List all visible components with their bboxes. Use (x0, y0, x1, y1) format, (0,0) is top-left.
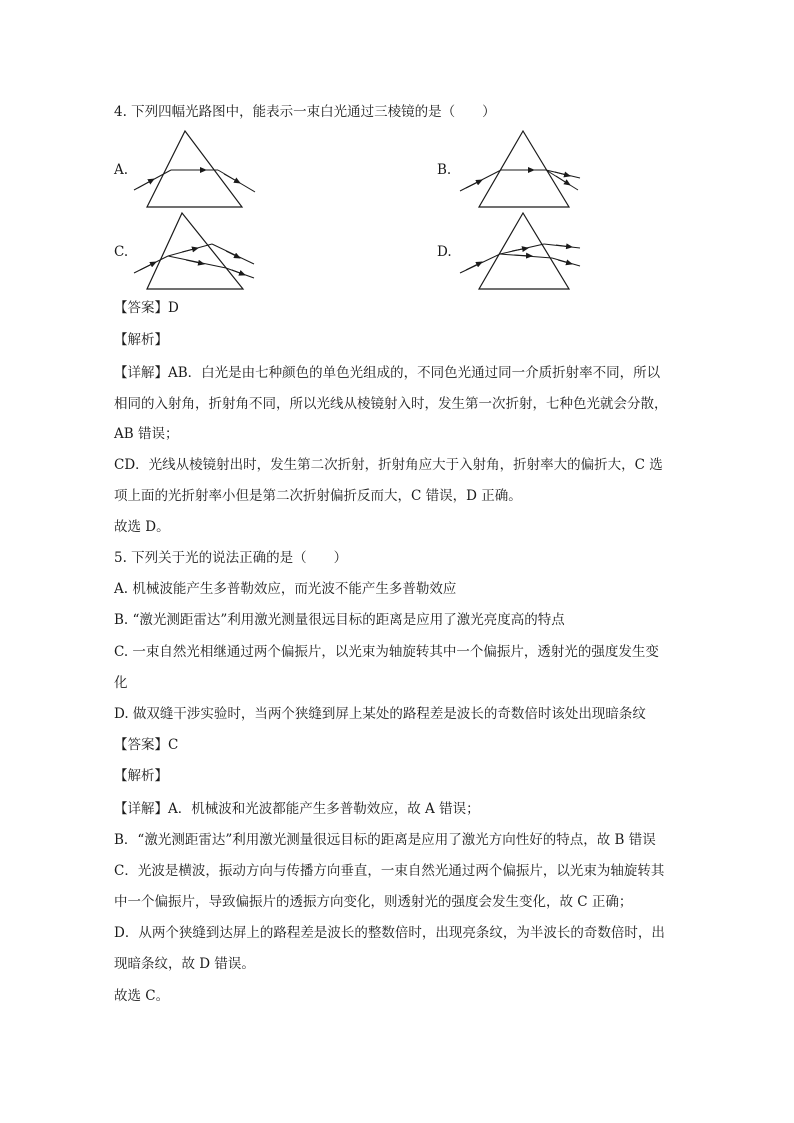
option-d-label: D. (437, 244, 452, 260)
q5-option-d: D. 做双缝干涉实验时，当两个狭缝到屏上某处的路程差是波长的奇数倍时该处出现暗条纹 (114, 706, 646, 722)
prism-diagram-d (452, 210, 587, 292)
q5-detail-line-2: B．“激光测距雷达”利用激光测量很远目标的距离是应用了激光方向性好的特点，故 B 错误 (114, 832, 656, 848)
q5-detail-line-5: D．从两个狭缝到达屏上的路程差是波长的整数倍时，出现亮条纹，为半波长的奇数倍时，出 (114, 925, 665, 941)
option-a-label: A. (114, 162, 129, 178)
q5-detail-line-6: 现暗条纹，故 D 错误。 (114, 956, 255, 972)
q5-detail-line-1: 【详解】A．机械波和光波都能产生多普勒效应，故 A 错误； (114, 801, 480, 817)
q4-detail-line-2: 相同的入射角，折射角不同，所以光线从棱镜射入时，发生第一次折射，七种色光就会分散， (114, 396, 668, 412)
q5-option-a: A. 机械波能产生多普勒效应，而光波不能产生多普勒效应 (114, 581, 457, 597)
question-5-stem: 5. 下列关于光的说法正确的是（ ） (114, 550, 348, 566)
q5-detail-line-3: C．光波是横波，振动方向与传播方向垂直，一束自然光通过两个偏振片，以光束为轴旋转其 (114, 863, 665, 879)
prism-diagram-a (128, 128, 263, 210)
q5-option-b: B. “激光测距雷达”利用激光测量很远目标的距离是应用了激光亮度高的特点 (114, 612, 565, 628)
q4-analysis-heading: 【解析】 (114, 332, 168, 348)
q5-detail-line-4: 中一个偏振片，导致偏振片的透振方向变化，则透射光的强度会发生变化，故 C 正确； (114, 894, 633, 910)
q5-answer: 【答案】C (114, 737, 179, 753)
option-b-label: B. (437, 162, 452, 178)
q5-conclusion: 故选 C。 (114, 988, 170, 1004)
q4-detail-line-3: AB 错误； (114, 426, 179, 442)
q4-conclusion: 故选 D。 (114, 519, 170, 535)
prism-diagram-b (452, 128, 587, 210)
prism-diagram-c (128, 210, 263, 292)
q4-answer: 【答案】D (114, 300, 179, 316)
q5-analysis-heading: 【解析】 (114, 768, 168, 784)
q4-detail-line-1: 【详解】AB．白光是由七种颜色的单色光组成的，不同色光通过同一介质折射率不同，所以 (114, 365, 661, 381)
q5-option-c: C. 一束自然光相继通过两个偏振片，以光束为轴旋转其中一个偏振片，透射光的强度发生变 (114, 644, 659, 660)
option-c-label: C. (114, 244, 129, 260)
q5-option-c-wrap: 化 (114, 675, 128, 691)
q4-detail-line-5: 项上面的光折射率小但是第二次折射偏折反而大，C 错误，D 正确。 (114, 488, 522, 504)
question-4-stem: 4. 下列四幅光路图中，能表示一束白光通过三棱镜的是（ ） (114, 104, 496, 120)
q4-detail-line-4: CD．光线从棱镜射出时，发生第二次折射，折射角应大于入射角，折射率大的偏折大，C 选 (114, 457, 663, 473)
